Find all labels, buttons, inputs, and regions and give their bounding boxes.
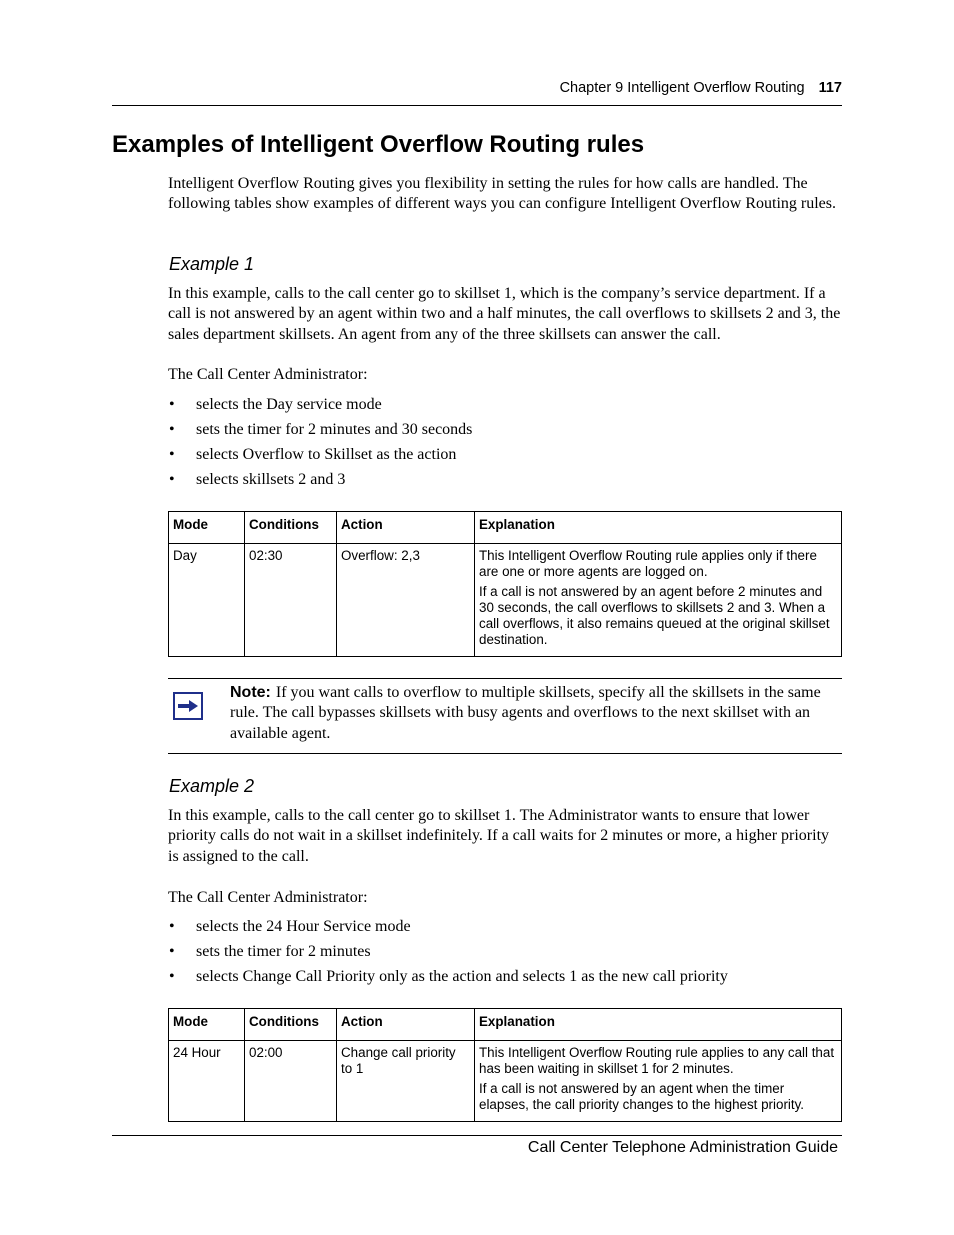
note-label: Note: <box>230 684 271 701</box>
list-item: • selects Change Call Priority only as the action and selects 1 as the new call priority <box>168 967 728 992</box>
list-item: • selects the Day service mode <box>168 395 472 420</box>
example-1-bullet-list <box>168 395 472 495</box>
mode-cell: 24 Hour <box>169 1041 245 1122</box>
conditions-cell: 02:00 <box>245 1041 337 1122</box>
list-item: • sets the timer for 2 minutes and 30 seconds <box>168 420 472 445</box>
note-body: If you want calls to overflow to multiple skillsets, specify all the skillsets in the same rule. The call bypasses skillsets with busy agents and overflows to the next skillset with an available agent. <box>230 684 821 742</box>
example-1-description: In this example, calls to the call center go to skillset 1, which is the company’s service department. If a call is not answered by an agent within two and a half minutes, the call overflows to skillsets 2 and 3, the sales department skillsets. An agent from any of the three skillsets can answer the call. <box>168 285 841 343</box>
explanation-text: This Intelligent Overflow Routing rule applies only if there are one or more agents are logged on. <box>479 548 817 579</box>
table-row <box>169 1041 842 1122</box>
example-1-heading: Example 1 <box>169 254 255 274</box>
explanation-text: If a call is not answered by an agent before 2 minutes and 30 seconds, the call overflows to skillsets 2 and 3. When a call overflows, it also remains queued at the original skillset destination. <box>479 584 830 647</box>
column-header: Action <box>337 1009 475 1041</box>
column-header: Mode <box>169 512 245 544</box>
table-row <box>169 544 842 657</box>
page-footer <box>112 1135 842 1156</box>
column-header: Explanation <box>475 512 842 544</box>
list-item: • sets the timer for 2 minutes <box>168 942 728 967</box>
conditions-cell: 02:30 <box>245 544 337 657</box>
list-item: • selects Overflow to Skillset as the action <box>168 445 472 470</box>
column-header: Action <box>337 512 475 544</box>
example-2-bullet-list <box>168 917 728 992</box>
example-1-table <box>168 511 842 657</box>
note-box <box>168 678 842 754</box>
example-2-description: In this example, calls to the call center go to skillset 1. The Administrator wants to ensure that lower priority calls do not wait in a skillset indefinitely. If a call waits for 2 minutes or more, a higher priority is assigned to the call. <box>168 807 830 865</box>
column-header: Explanation <box>475 1009 842 1041</box>
header-text <box>560 80 842 96</box>
explanation-text: If a call is not answered by an agent when the timer elapses, the call priority changes to the highest priority. <box>479 1081 805 1112</box>
column-header: Conditions <box>245 1009 337 1041</box>
table-header-row <box>169 1009 842 1041</box>
list-item: • selects skillsets 2 and 3 <box>168 470 472 495</box>
example-2-admin-intro: The Call Center Administrator: <box>168 889 368 906</box>
intro-paragraph: Intelligent Overflow Routing gives you flexibility in setting the rules for how calls are handled. The following tables show examples of different ways you can configure Intelligent Overflow Routing rules. <box>168 175 836 213</box>
explanation-cell <box>475 1041 842 1122</box>
table-header-row <box>169 512 842 544</box>
page-title: Examples of Intelligent Overflow Routing rules <box>112 131 645 158</box>
explanation-cell <box>475 544 842 657</box>
note-text <box>230 683 840 744</box>
action-cell: Change call priority to 1 <box>337 1041 475 1122</box>
list-item: • selects the 24 Hour Service mode <box>168 917 728 942</box>
footer-text: Call Center Telephone Administration Guide <box>527 1139 838 1156</box>
chapter-title: Chapter 9 Intelligent Overflow Routing <box>559 80 805 96</box>
column-header: Mode <box>169 1009 245 1041</box>
page-number: 117 <box>818 80 842 96</box>
page-header <box>112 78 842 106</box>
arrow-right-icon <box>173 692 203 720</box>
example-2-heading: Example 2 <box>169 776 255 796</box>
example-2-table <box>168 1008 842 1122</box>
action-cell: Overflow: 2,3 <box>337 544 475 657</box>
example-1-admin-intro: The Call Center Administrator: <box>168 366 368 383</box>
mode-cell: Day <box>169 544 245 657</box>
column-header: Conditions <box>245 512 337 544</box>
explanation-text: This Intelligent Overflow Routing rule applies to any call that has been waiting in skillset 1 for 2 minutes. <box>479 1045 835 1076</box>
